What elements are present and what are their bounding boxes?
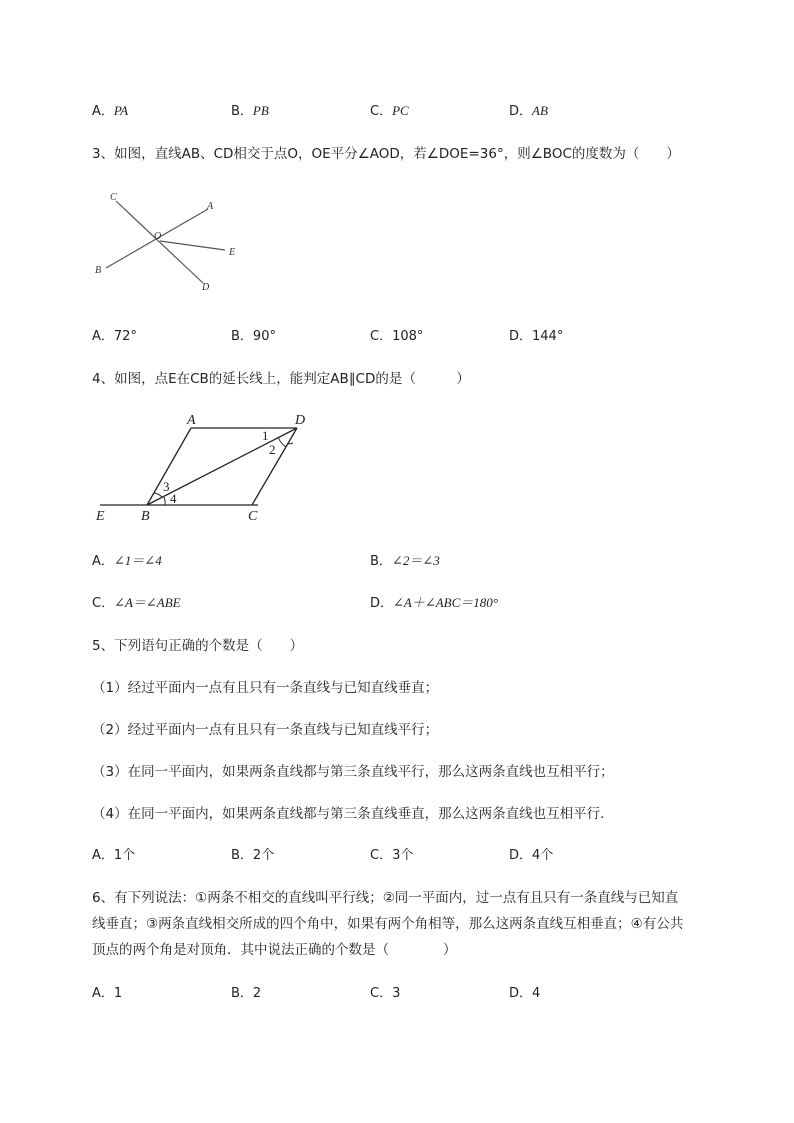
label-e: E xyxy=(229,247,236,258)
q5-item-1: （1）经过平面内一点有且只有一条直线与已知直线垂直； xyxy=(92,680,439,696)
q3-option-d[interactable]: D．144° xyxy=(509,329,564,344)
line-cd xyxy=(116,201,203,283)
q4-option-d[interactable]: D．∠A＋∠ABC＝180° xyxy=(370,595,498,611)
angle-arc-1 xyxy=(278,437,286,447)
label-c: C xyxy=(110,192,117,203)
q5-stem: 5、下列语句正确的个数是（ ） xyxy=(92,638,304,654)
label-a: A xyxy=(207,201,214,212)
label-d: D xyxy=(202,282,210,293)
q6-option-a[interactable]: A．1 xyxy=(92,986,123,1001)
q4-stem: 4、如图，点E在CB的延长线上，能判定AB∥CD的是（ ） xyxy=(92,371,470,387)
q6-stem-line-2: 线垂直；③两条直线相交所成的四个角中，如果有两个角相等，那么这两条直线互相垂直；④有公共 xyxy=(92,916,684,932)
q4-option-a[interactable]: A．∠1＝∠4 xyxy=(92,553,162,569)
angle-arc-4 xyxy=(164,497,165,505)
label-b: B xyxy=(141,509,150,524)
q3-stem: 3、如图，直线AB、CD相交于点O，OE平分∠AOD，若∠DOE=36°，则∠BOC的度数为（ ） xyxy=(92,146,680,162)
q2-option-b[interactable]: B．PB xyxy=(231,103,269,119)
q2-option-c[interactable]: C．PC xyxy=(370,103,409,119)
q6-stem-line-1: 6、有下列说法：①两条不相交的直线叫平行线；②同一平面内，过一点有且只有一条直线与已知直 xyxy=(92,890,679,906)
q6-option-d[interactable]: D．4 xyxy=(509,986,541,1001)
q4-option-c[interactable]: C．∠A＝∠ABE xyxy=(92,595,181,611)
q3-option-c[interactable]: C．108° xyxy=(370,329,424,344)
q5-item-4: （4）在同一平面内，如果两条直线都与第三条直线垂直，那么这两条直线也互相平行． xyxy=(92,806,614,822)
q3-option-b[interactable]: B．90° xyxy=(231,329,276,344)
label-o: O xyxy=(154,231,162,242)
q4-figure xyxy=(92,408,322,526)
q3-option-a[interactable]: A．72° xyxy=(92,329,137,344)
label-d: D xyxy=(295,413,306,428)
angle-label-4: 4 xyxy=(170,491,177,506)
q5-option-c[interactable]: C．3个 xyxy=(370,848,414,863)
q4-option-b[interactable]: B．∠2＝∠3 xyxy=(370,553,440,569)
q6-stem-line-3: 顶点的两个角是对顶角．其中说法正确的个数是（ ） xyxy=(92,942,457,958)
q3-figure xyxy=(92,185,252,300)
q5-option-a[interactable]: A．1个 xyxy=(92,848,136,863)
q5-item-3: （3）在同一平面内，如果两条直线都与第三条直线平行，那么这两条直线也互相平行； xyxy=(92,764,614,780)
q2-option-a[interactable]: A．PA xyxy=(92,103,129,119)
angle-label-1: 1 xyxy=(262,428,269,443)
q5-option-b[interactable]: B．2个 xyxy=(231,848,275,863)
angle-label-3: 3 xyxy=(163,479,170,494)
angle-label-2: 2 xyxy=(269,442,276,457)
label-b: B xyxy=(95,265,102,276)
ray-oe xyxy=(160,241,225,250)
label-e: E xyxy=(96,509,105,524)
q2-option-d[interactable]: D．AB xyxy=(509,103,548,119)
q5-option-d[interactable]: D．4个 xyxy=(509,848,554,863)
q6-option-c[interactable]: C．3 xyxy=(370,986,401,1001)
angle-arc-3 xyxy=(154,493,162,497)
label-c: C xyxy=(248,509,258,524)
q5-item-2: （2）经过平面内一点有且只有一条直线与已知直线平行； xyxy=(92,722,439,738)
label-a: A xyxy=(187,413,196,428)
q6-option-b[interactable]: B．2 xyxy=(231,986,262,1001)
